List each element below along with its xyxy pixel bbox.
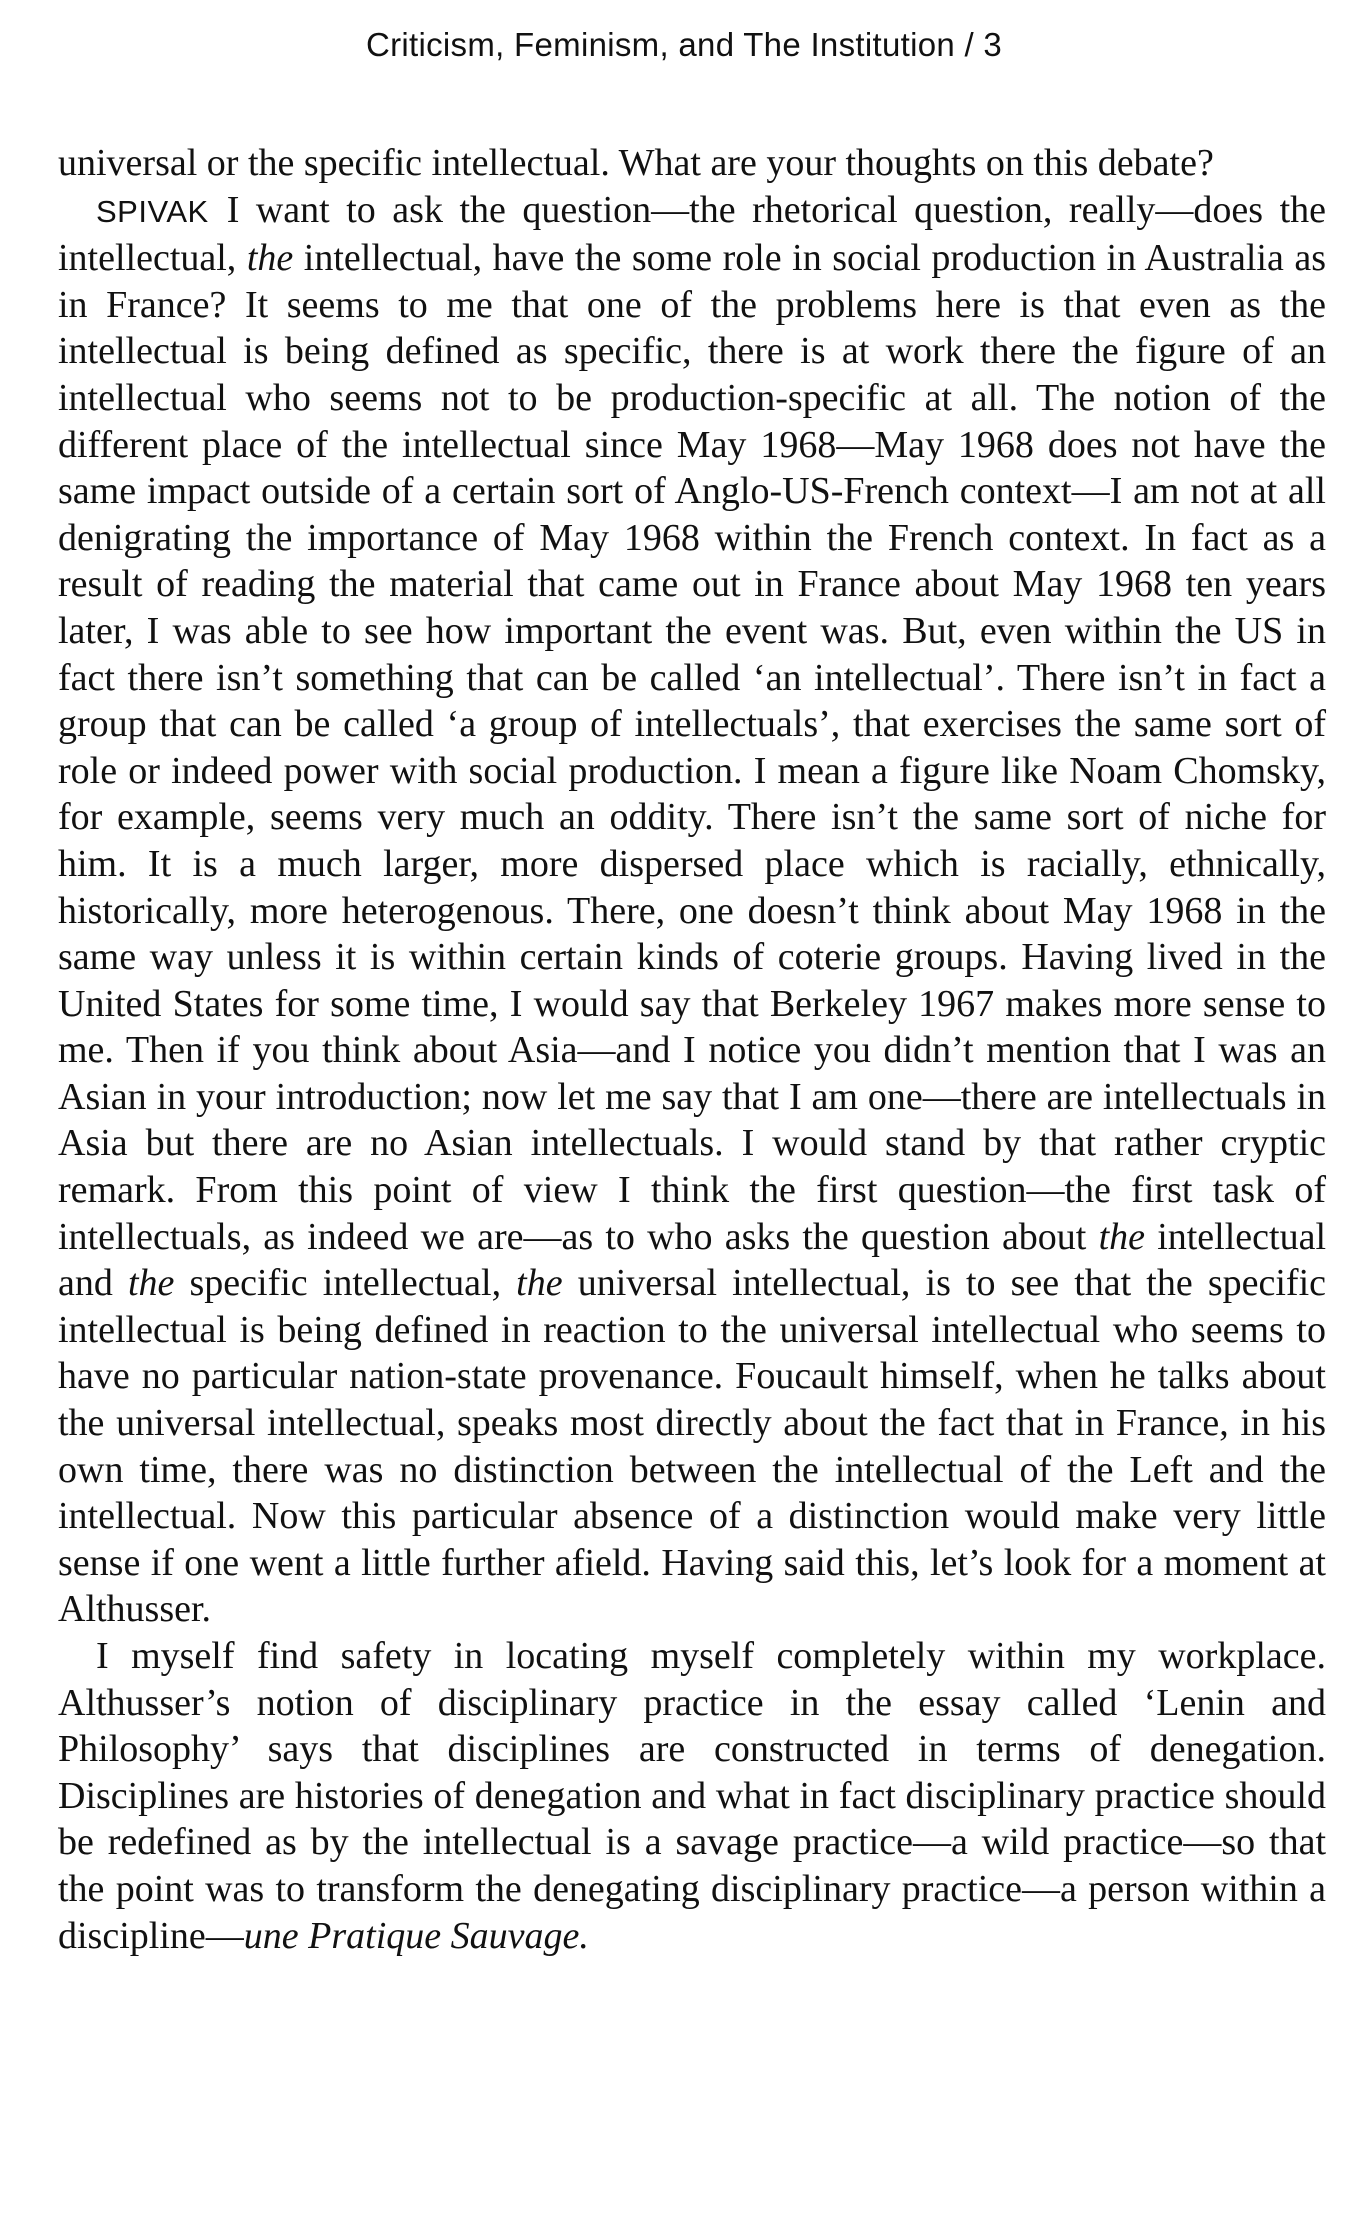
- text-run: universal intellectual, is to see that the specific intellectual is being defined in reaction to the universal intellectual who seems to have no particular nation-state provenance. Foucault himself, when he talks about the universal intellectual, speaks most directly about the fact that in France, in his own time, there was no distinction between the intellectual of the Left and the intellectual. Now this particular absence of a distinction would make very little sense if one went a little further afield. Having said this, let’s look for a moment at Althusser.: [58, 1262, 1326, 1631]
- text-run: intellectual and: [58, 1215, 1327, 1305]
- text-run: specific intellectual,: [174, 1262, 517, 1305]
- text-run: universal or the specific intellectual. What are your thoughts on this debate?: [58, 142, 1214, 184]
- italic-text: the: [127, 1262, 175, 1305]
- text-run: intellectual, have the some role in social production in Australia as in France? It seems to me that one of the problems here is that even as the intellectual is being defined as specific, there is at work there the figure of an intellectual who seems not to be production-specific at all. The notion of the different place of the intellectual since May 1968—May 1968 does not have the same impact outside of a certain sort of Anglo-US-French context—I am not at all denigrating the importance of May 1968 within the French context. In fact as a result of reading the material that came out in France about May 1968 ten years later, I was able to see how important the event was. But, even within the US in fact there isn’t something that can be called ‘an intellectual’. There isn’t in fact a group that can be called ‘a group of intellectuals’, that exercises the same sort of role or indeed power with social production. I mean a figure like Noam Chomsky, for example, seems very much an oddity. There isn’t the same sort of niche for him. It is a much larger, more dispersed place which is racially, ethnically, historically, more heterogenous. There, one doesn’t think about May 1968 in the same way unless it is within certain kinds of coterie groups. Having lived in the United States for some time, I would say that Berkeley 1967 makes more sense to me. Then if you think about Asia—and I notice you didn’t mention that I was an Asian in your introduction; now let me say that I am one—there are intellectuals in Asia but there are no Asian intellectuals. I would stand by that rather cryptic remark. From this point of view I think the first question—the first task of intellectuals, as indeed we are—as to who asks the question about: [58, 237, 1327, 1258]
- paragraph-1: [58, 140, 1326, 187]
- italic-text: the: [246, 237, 294, 280]
- running-head: Criticism, Feminism, and The Institution / 3: [365, 26, 1003, 63]
- text-run: I myself find safety in locating myself completely within my workplace. Althusser’s notion of disciplinary practice in the essay called ‘Lenin and Philosophy’ says that disciplines are constructed in terms of denegation. Disciplines are histories of denegation and what in fact disciplinary practice should be redefined as by the intellectual is a savage practice—a wild practice—so that the point was to transform the denegating disciplinary practice—a person within a discipline—: [58, 1635, 1326, 1957]
- text-run: I want to ask the question—the rhetorical question, really—does the intellectual,: [58, 188, 1326, 280]
- italic-text: the: [516, 1262, 563, 1305]
- paragraph-3: [58, 1633, 1326, 1959]
- italic-text: une Pratique Sauvage.: [243, 1914, 589, 1957]
- speaker-label: SPIVAK: [96, 193, 209, 229]
- italic-text: the: [1098, 1215, 1145, 1258]
- body-text: [58, 140, 1326, 1959]
- paragraph-2: [58, 187, 1326, 1633]
